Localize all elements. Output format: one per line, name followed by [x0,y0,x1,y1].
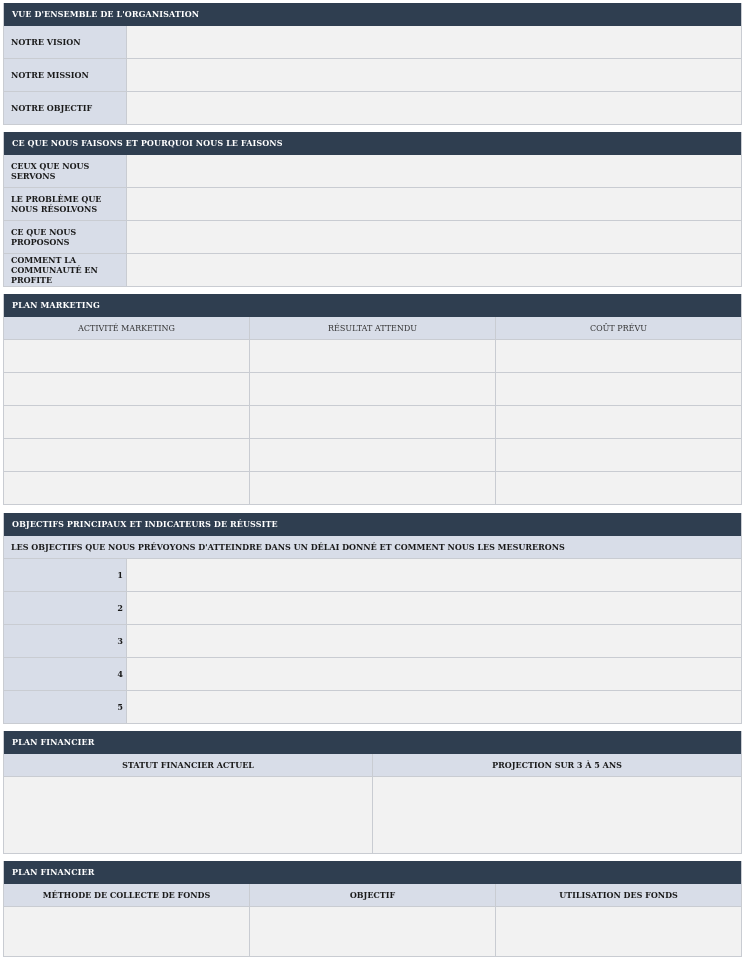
objective-field[interactable] [127,92,741,124]
financial-col-projection: PROJECTION SUR 3 À 5 ANS [373,754,741,777]
what-why-row [4,221,741,254]
audience-label: CEUX QUE NOUS SERVONS [4,155,127,187]
fundraising-column-headers [4,884,741,907]
objective-row [4,625,741,658]
objective-row [4,559,741,592]
offer-field[interactable] [127,221,741,253]
financial-column-headers [4,754,741,777]
marketing-row [4,472,741,505]
objective-field[interactable] [127,625,741,657]
overview-header: VUE D'ENSEMBLE DE L'ORGANISATION [4,3,741,26]
objective-label: NOTRE OBJECTIF [4,92,127,124]
marketing-col-activity: ACTIVITÉ MARKETING [4,317,250,340]
projection-field[interactable] [373,777,741,854]
overview-row-vision [4,26,741,59]
what-why-row [4,254,741,287]
marketing-cell[interactable] [250,472,496,505]
financial-row [4,777,741,854]
objective-number: 5 [4,691,127,723]
financial-col-current: STATUT FINANCIER ACTUEL [4,754,373,777]
marketing-cell[interactable] [496,439,741,472]
marketing-row [4,373,741,406]
problem-label: LE PROBLÈME QUE NOUS RÉSOLVONS [4,188,127,220]
fundraising-header: PLAN FINANCIER [4,861,741,884]
objective-field[interactable] [127,559,741,591]
marketing-column-headers [4,317,741,340]
vision-label: NOTRE VISION [4,26,127,58]
financial-header: PLAN FINANCIER [4,731,741,754]
objective-number: 4 [4,658,127,690]
marketing-cell[interactable] [496,406,741,439]
overview-row-mission [4,59,741,92]
objective-row [4,691,741,724]
marketing-cell[interactable] [4,406,250,439]
objective-field[interactable] [127,658,741,690]
marketing-cell[interactable] [250,439,496,472]
objective-number: 2 [4,592,127,624]
what-why-section [3,132,742,287]
fundraising-section [3,861,742,957]
overview-section [3,3,742,125]
problem-field[interactable] [127,188,741,220]
vision-field[interactable] [127,26,741,58]
marketing-cell[interactable] [496,472,741,505]
audience-field[interactable] [127,155,741,187]
marketing-cell[interactable] [4,472,250,505]
marketing-cell[interactable] [496,373,741,406]
objectives-header: OBJECTIFS PRINCIPAUX ET INDICATEURS DE RÉUSSITE [4,513,741,536]
objective-field[interactable] [127,691,741,723]
marketing-cell[interactable] [250,406,496,439]
current-status-field[interactable] [4,777,373,854]
marketing-section [3,294,742,505]
marketing-col-result: RÉSULTAT ATTENDU [250,317,496,340]
offer-label: CE QUE NOUS PROPOSONS [4,221,127,253]
community-benefit-label: COMMENT LA COMMUNAUTÉ EN PROFITE [4,254,127,286]
marketing-cell[interactable] [496,340,741,373]
objective-number: 1 [4,559,127,591]
fundraising-col-goal: OBJECTIF [250,884,496,907]
fundraising-col-usage: UTILISATION DES FONDS [496,884,741,907]
what-why-row [4,155,741,188]
objectives-section [3,513,742,724]
marketing-cell[interactable] [250,373,496,406]
what-why-row [4,188,741,221]
mission-field[interactable] [127,59,741,91]
community-benefit-field[interactable] [127,254,741,286]
objective-row [4,658,741,691]
marketing-row [4,340,741,373]
mission-label: NOTRE MISSION [4,59,127,91]
marketing-header: PLAN MARKETING [4,294,741,317]
what-why-header: CE QUE NOUS FAISONS ET POURQUOI NOUS LE FAISONS [4,132,741,155]
overview-row-objective [4,92,741,125]
objective-row [4,592,741,625]
marketing-row [4,439,741,472]
marketing-cell[interactable] [250,340,496,373]
objectives-subtitle: LES OBJECTIFS QUE NOUS PRÉVOYONS D'ATTEINDRE DANS UN DÉLAI DONNÉ ET COMMENT NOUS LES MESURERONS [4,536,741,559]
marketing-cell[interactable] [4,340,250,373]
marketing-cell[interactable] [4,439,250,472]
marketing-cell[interactable] [4,373,250,406]
fundraising-col-method: MÉTHODE DE COLLECTE DE FONDS [4,884,250,907]
financial-section [3,731,742,854]
objective-number: 3 [4,625,127,657]
marketing-row [4,406,741,439]
marketing-col-cost: COÛT PRÉVU [496,317,741,340]
objective-field[interactable] [127,592,741,624]
